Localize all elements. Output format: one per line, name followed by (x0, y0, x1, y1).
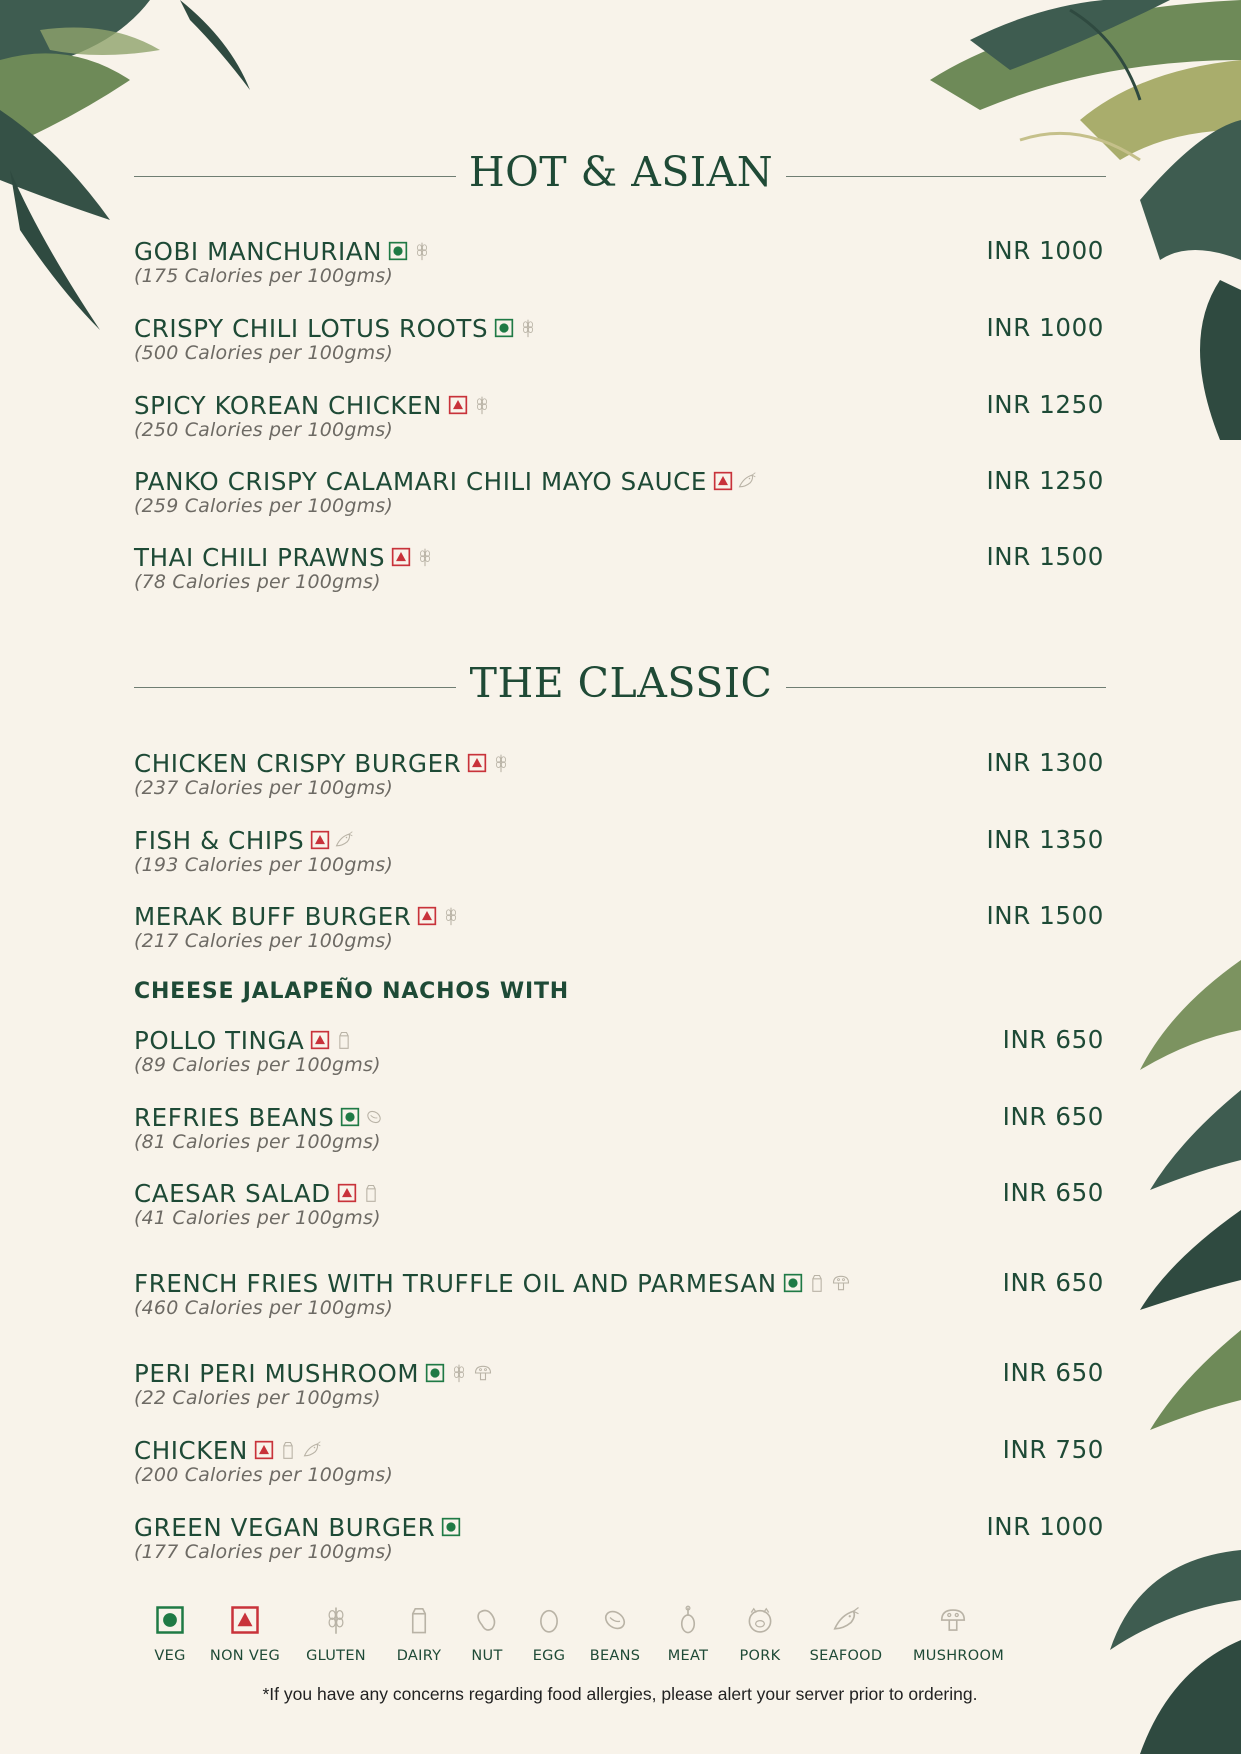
menu-item-calories: (22 Calories per 100gms) (134, 1387, 381, 1409)
menu-item-name: REFRIES BEANS (134, 1102, 335, 1132)
veg-icon (425, 1363, 445, 1383)
legend-label: VEG (154, 1648, 186, 1664)
diet-icons (310, 830, 354, 850)
menu-item-calories: (237 Calories per 100gms) (134, 777, 393, 799)
subheading: CHEESE JALAPEÑO NACHOS WITH (134, 979, 570, 1004)
diet-icons (448, 395, 492, 415)
dairy-icon (404, 1604, 434, 1636)
section-header-the-classic (134, 653, 1106, 713)
non-veg-icon (448, 395, 468, 415)
legend-item (575, 1604, 655, 1664)
gluten-icon (321, 1604, 351, 1636)
menu-item-calories: (177 Calories per 100gms) (134, 1541, 393, 1563)
divider-line (134, 176, 456, 177)
diet-icons (340, 1107, 384, 1127)
legend-item (296, 1604, 376, 1664)
allergy-note: *If you have any concerns regarding food allergies, please alert your server prior to ordering. (262, 1684, 978, 1704)
menu-item-price: INR 1000 (986, 236, 1104, 265)
non-veg-icon (254, 1440, 274, 1460)
foliage-bottom-right (1110, 950, 1241, 1754)
menu-item-price: INR 1250 (986, 390, 1104, 419)
legend-label: NUT (471, 1648, 503, 1664)
menu-item-row (134, 1267, 1104, 1299)
legend-label: SEAFOOD (809, 1648, 883, 1664)
legend-item (806, 1604, 886, 1664)
legend-item (648, 1604, 728, 1664)
menu-item-row (134, 1357, 1104, 1389)
menu-item-price: INR 750 (1002, 1435, 1104, 1464)
seafood-icon (334, 830, 354, 850)
section-title: THE CLASSIC (469, 659, 773, 707)
legend-label: BEANS (589, 1648, 641, 1664)
menu-item-price: INR 650 (1002, 1102, 1104, 1131)
gluten-icon (441, 906, 461, 926)
menu-item-row (134, 1434, 1104, 1466)
non-veg-icon (417, 906, 437, 926)
menu-item-row (134, 1511, 1104, 1543)
veg-icon (441, 1517, 461, 1537)
menu-item-name: MERAK BUFF BURGER (134, 901, 412, 931)
veg-icon (783, 1273, 803, 1293)
diet-icons (441, 1517, 461, 1537)
menu-item-price: INR 650 (1002, 1178, 1104, 1207)
menu-item-calories: (175 Calories per 100gms) (134, 265, 393, 287)
menu-item-price: INR 1250 (986, 466, 1104, 495)
non-veg-icon (310, 830, 330, 850)
menu-item-calories: (41 Calories per 100gms) (134, 1207, 381, 1229)
menu-item-name: PERI PERI MUSHROOM (134, 1358, 420, 1388)
menu-item-row (134, 1177, 1104, 1209)
menu-item-name: GOBI MANCHURIAN (134, 236, 383, 266)
menu-item-price: INR 1300 (986, 748, 1104, 777)
diet-icons (310, 1030, 354, 1050)
menu-item-price: INR 650 (1002, 1025, 1104, 1054)
menu-item-price: INR 1350 (986, 825, 1104, 854)
menu-item-price: INR 1000 (986, 313, 1104, 342)
menu-item-name: PANKO CRISPY CALAMARI CHILI MAYO SAUCE (134, 466, 707, 496)
menu-item (134, 1024, 1104, 1076)
menu-item-name: POLLO TINGA (134, 1025, 305, 1055)
dairy-icon (334, 1030, 354, 1050)
gluten-icon (415, 547, 435, 567)
non-veg-icon (337, 1183, 357, 1203)
non-veg-icon (230, 1604, 260, 1636)
meat-icon (673, 1604, 703, 1636)
menu-item (134, 1434, 1104, 1486)
veg-icon (340, 1107, 360, 1127)
menu-item (134, 1177, 1104, 1229)
menu-item-row (134, 541, 1104, 573)
legend-label: MEAT (667, 1648, 709, 1664)
diet-icons (417, 906, 461, 926)
menu-item (134, 312, 1104, 364)
gluten-icon (491, 753, 511, 773)
menu-item-calories: (460 Calories per 100gms) (134, 1297, 393, 1319)
egg-icon (534, 1604, 564, 1636)
divider-line (786, 687, 1106, 688)
beans-icon (364, 1107, 384, 1127)
menu-item-name: CAESAR SALAD (134, 1178, 331, 1208)
gluten-icon (472, 395, 492, 415)
legend-item (720, 1604, 800, 1664)
legend-item (913, 1604, 1005, 1664)
menu-item-name: SPICY KOREAN CHICKEN (134, 390, 443, 420)
menu-item-row (134, 900, 1104, 932)
menu-item-row (134, 465, 1104, 497)
legend-label: MUSHROOM (913, 1648, 1005, 1664)
divider-line (134, 687, 456, 688)
menu-item-name: CRISPY CHILI LOTUS ROOTS (134, 313, 489, 343)
menu-item (134, 541, 1104, 593)
menu-item (134, 389, 1104, 441)
nut-icon (472, 1604, 502, 1636)
beans-icon (600, 1604, 630, 1636)
legend-item (130, 1604, 210, 1664)
menu-item-row (134, 824, 1104, 856)
menu-item-calories: (200 Calories per 100gms) (134, 1464, 393, 1486)
diet-icons (783, 1273, 851, 1293)
legend-label: GLUTEN (306, 1648, 366, 1664)
mushroom-icon (831, 1273, 851, 1293)
menu-item-price: INR 1500 (986, 542, 1104, 571)
menu-item-calories: (259 Calories per 100gms) (134, 495, 393, 517)
seafood-icon (831, 1604, 861, 1636)
mushroom-icon (473, 1363, 493, 1383)
diet-icons (254, 1440, 322, 1460)
menu-item-name: CHICKEN CRISPY BURGER (134, 748, 462, 778)
diet-icons (494, 318, 538, 338)
divider-line (786, 176, 1106, 177)
section-title: HOT & ASIAN (468, 148, 774, 196)
menu-item (134, 1267, 1104, 1319)
section-header-hot-asian (134, 142, 1106, 202)
seafood-icon (737, 471, 757, 491)
legend-label: EGG (532, 1648, 566, 1664)
menu-item-name: GREEN VEGAN BURGER (134, 1512, 436, 1542)
non-veg-icon (713, 471, 733, 491)
legend-label: PORK (739, 1648, 781, 1664)
non-veg-icon (391, 547, 411, 567)
menu-item-price: INR 1500 (986, 901, 1104, 930)
menu-item-calories: (250 Calories per 100gms) (134, 419, 393, 441)
dietary-legend (134, 1604, 1106, 1674)
menu-item-calories: (81 Calories per 100gms) (134, 1131, 381, 1153)
menu-item (134, 1101, 1104, 1153)
menu-item (134, 824, 1104, 876)
diet-icons (425, 1363, 493, 1383)
menu-item-row (134, 389, 1104, 421)
veg-icon (388, 241, 408, 261)
menu-item-calories: (500 Calories per 100gms) (134, 342, 393, 364)
legend-item (205, 1604, 285, 1664)
gluten-icon (412, 241, 432, 261)
legend-label: NON VEG (209, 1648, 281, 1664)
diet-icons (467, 753, 511, 773)
menu-item-name: FRENCH FRIES WITH TRUFFLE OIL AND PARMESAN (134, 1268, 777, 1298)
menu-item-calories: (89 Calories per 100gms) (134, 1054, 381, 1076)
mushroom-icon (938, 1604, 968, 1636)
menu-item-calories: (217 Calories per 100gms) (134, 930, 393, 952)
menu-item (134, 235, 1104, 287)
legend-label: DAIRY (396, 1648, 442, 1664)
menu-item (134, 900, 1104, 952)
diet-icons (391, 547, 435, 567)
pork-icon (745, 1604, 775, 1636)
dairy-icon (361, 1183, 381, 1203)
menu-item-price: INR 650 (1002, 1268, 1104, 1297)
gluten-icon (449, 1363, 469, 1383)
diet-icons (337, 1183, 381, 1203)
dairy-icon (278, 1440, 298, 1460)
non-veg-icon (310, 1030, 330, 1050)
veg-icon (155, 1604, 185, 1636)
menu-item-name: THAI CHILI PRAWNS (134, 542, 386, 572)
menu-item (134, 465, 1104, 517)
diet-icons (713, 471, 757, 491)
menu-item-row (134, 747, 1104, 779)
menu-item-price: INR 650 (1002, 1358, 1104, 1387)
menu-item-calories: (193 Calories per 100gms) (134, 854, 393, 876)
menu-item (134, 1511, 1104, 1563)
veg-icon (494, 318, 514, 338)
menu-item-name: CHICKEN (134, 1435, 248, 1465)
menu-item-price: INR 1000 (986, 1512, 1104, 1541)
menu-item-row (134, 1024, 1104, 1056)
menu-item-row (134, 1101, 1104, 1133)
menu-item-calories: (78 Calories per 100gms) (134, 571, 381, 593)
gluten-icon (518, 318, 538, 338)
seafood-icon (302, 1440, 322, 1460)
menu-item-row (134, 312, 1104, 344)
diet-icons (388, 241, 432, 261)
dairy-icon (807, 1273, 827, 1293)
menu-content (134, 0, 1106, 1754)
non-veg-icon (467, 753, 487, 773)
menu-item (134, 747, 1104, 799)
menu-item-name: FISH & CHIPS (134, 825, 305, 855)
menu-item-row (134, 235, 1104, 267)
menu-item (134, 1357, 1104, 1409)
